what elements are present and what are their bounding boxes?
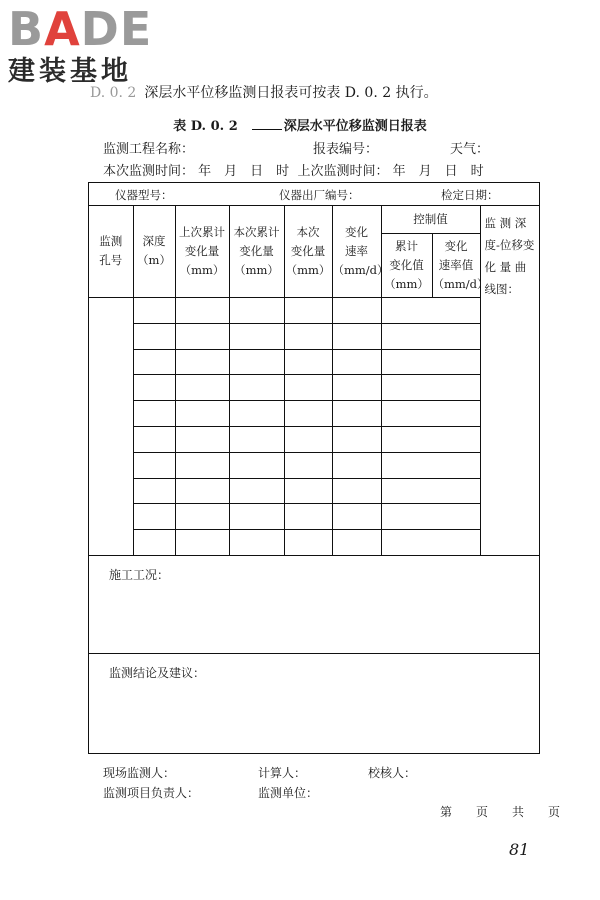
- cell: [381, 375, 480, 401]
- last-time-label: 上次监测时间：: [297, 164, 389, 179]
- cell: [229, 349, 284, 375]
- cell: [284, 478, 332, 504]
- title-blank-line: [252, 117, 282, 130]
- cell: [332, 452, 381, 478]
- cell: [175, 375, 229, 401]
- hole-no-cell: [89, 298, 133, 556]
- instrument-model-label: 仪器型号：: [115, 188, 173, 202]
- cell: [332, 349, 381, 375]
- clause-number: D. 0. 2: [90, 85, 137, 101]
- cell: [133, 298, 175, 324]
- cell: [133, 401, 175, 427]
- cell: [175, 530, 229, 556]
- header-curr-cumulative: 本次累计 变化量 （mm）: [229, 206, 284, 298]
- construction-label: 施工工况：: [109, 568, 170, 582]
- monitoring-unit-label: 监测单位：: [258, 786, 319, 800]
- cell: [332, 504, 381, 530]
- cell: [332, 375, 381, 401]
- cell: [175, 323, 229, 349]
- cell: [332, 426, 381, 452]
- table-label: 表 D. 0. 2: [173, 119, 238, 134]
- report-no-label: 报表编号：: [313, 142, 379, 157]
- cell: [284, 349, 332, 375]
- header-control: 控制值: [381, 206, 480, 234]
- cell: [381, 298, 480, 324]
- cell: [229, 452, 284, 478]
- cell: [284, 375, 332, 401]
- cell: [133, 349, 175, 375]
- cell: [133, 375, 175, 401]
- logo-wordmark: [8, 4, 178, 56]
- calibration-date-label: 检定日期：: [441, 188, 499, 202]
- cell: [229, 530, 284, 556]
- last-time-units: 年 月 日 时: [392, 164, 484, 179]
- cell: [381, 530, 480, 556]
- cell: [381, 349, 480, 375]
- conclusion-section: [89, 653, 539, 753]
- weather-label: 天气：: [450, 142, 490, 157]
- cell: [229, 401, 284, 427]
- header-control-cumulative: 累计 变化值 （mm）: [381, 234, 432, 298]
- field-monitor-label: 现场监测人：: [103, 766, 176, 780]
- cell: [381, 452, 480, 478]
- cell: [332, 298, 381, 324]
- cell: [133, 530, 175, 556]
- cell: [381, 426, 480, 452]
- checker-label: 校核人：: [368, 766, 417, 780]
- cell: [381, 504, 480, 530]
- cell: [175, 478, 229, 504]
- conclusion-label: 监测结论及建议：: [109, 666, 206, 680]
- cell: [175, 504, 229, 530]
- cell: [175, 426, 229, 452]
- header-prev-cumulative: 上次累计 变化量 （mm）: [175, 206, 229, 298]
- cell: [133, 478, 175, 504]
- cell: [133, 504, 175, 530]
- cell: [284, 426, 332, 452]
- cell: [332, 323, 381, 349]
- header-control-rate: 变化 速率值 （mm/d）: [432, 234, 480, 298]
- cell: [133, 452, 175, 478]
- cell: [175, 298, 229, 324]
- header-rate: 变化 速率 （mm/d）: [332, 206, 381, 298]
- cell: [229, 478, 284, 504]
- logo-letter-a: A: [44, 2, 81, 56]
- table-title: [0, 115, 600, 134]
- page-count-line: 第 页 共 页: [440, 805, 567, 819]
- current-time-units: 年 月 日 时: [198, 164, 290, 179]
- cell: [332, 478, 381, 504]
- header-depth: 深度 （m）: [133, 206, 175, 298]
- current-time-label: 本次监测时间：: [103, 164, 195, 179]
- page-number: 81: [509, 840, 530, 859]
- curve-cell: 监 测 深 度-位移变 化 量 曲 线图：: [480, 206, 539, 556]
- cell: [381, 323, 480, 349]
- construction-section: [89, 555, 539, 653]
- project-lead-label: 监测项目负责人：: [103, 786, 200, 800]
- data-table: [89, 205, 539, 556]
- table-name: 深层水平位移监测日报表: [283, 119, 427, 134]
- cell: [284, 298, 332, 324]
- cell: [133, 426, 175, 452]
- cell: [284, 452, 332, 478]
- instrument-serial-label: 仪器出厂编号：: [279, 188, 360, 202]
- report-form: [88, 182, 540, 754]
- cell: [381, 478, 480, 504]
- cell: [175, 349, 229, 375]
- cell: [332, 401, 381, 427]
- cell: [284, 323, 332, 349]
- cell: [381, 401, 480, 427]
- clause-text: 深层水平位移监测日报表可按表 D. 0. 2 执行。: [144, 85, 438, 101]
- cell: [284, 504, 332, 530]
- clause-line: [90, 82, 438, 102]
- instrument-row: [89, 183, 539, 206]
- logo-letters-2: DE: [80, 2, 153, 56]
- time-row: [103, 160, 484, 179]
- header-hole-no: 监测 孔号: [89, 206, 133, 298]
- cell: [284, 401, 332, 427]
- cell: [229, 298, 284, 324]
- project-name-label: 监测工程名称：: [103, 142, 195, 157]
- cell: [229, 426, 284, 452]
- cell: [332, 530, 381, 556]
- calculator-label: 计算人：: [258, 766, 307, 780]
- cell: [175, 401, 229, 427]
- cell: [229, 323, 284, 349]
- cell: [133, 323, 175, 349]
- cell: [229, 504, 284, 530]
- logo-subtitle: 建装基地: [8, 56, 132, 87]
- logo-letters-1: B: [8, 2, 45, 56]
- cell: [229, 375, 284, 401]
- header-curr-change: 本次 变化量 （mm）: [284, 206, 332, 298]
- cell: [175, 452, 229, 478]
- cell: [284, 530, 332, 556]
